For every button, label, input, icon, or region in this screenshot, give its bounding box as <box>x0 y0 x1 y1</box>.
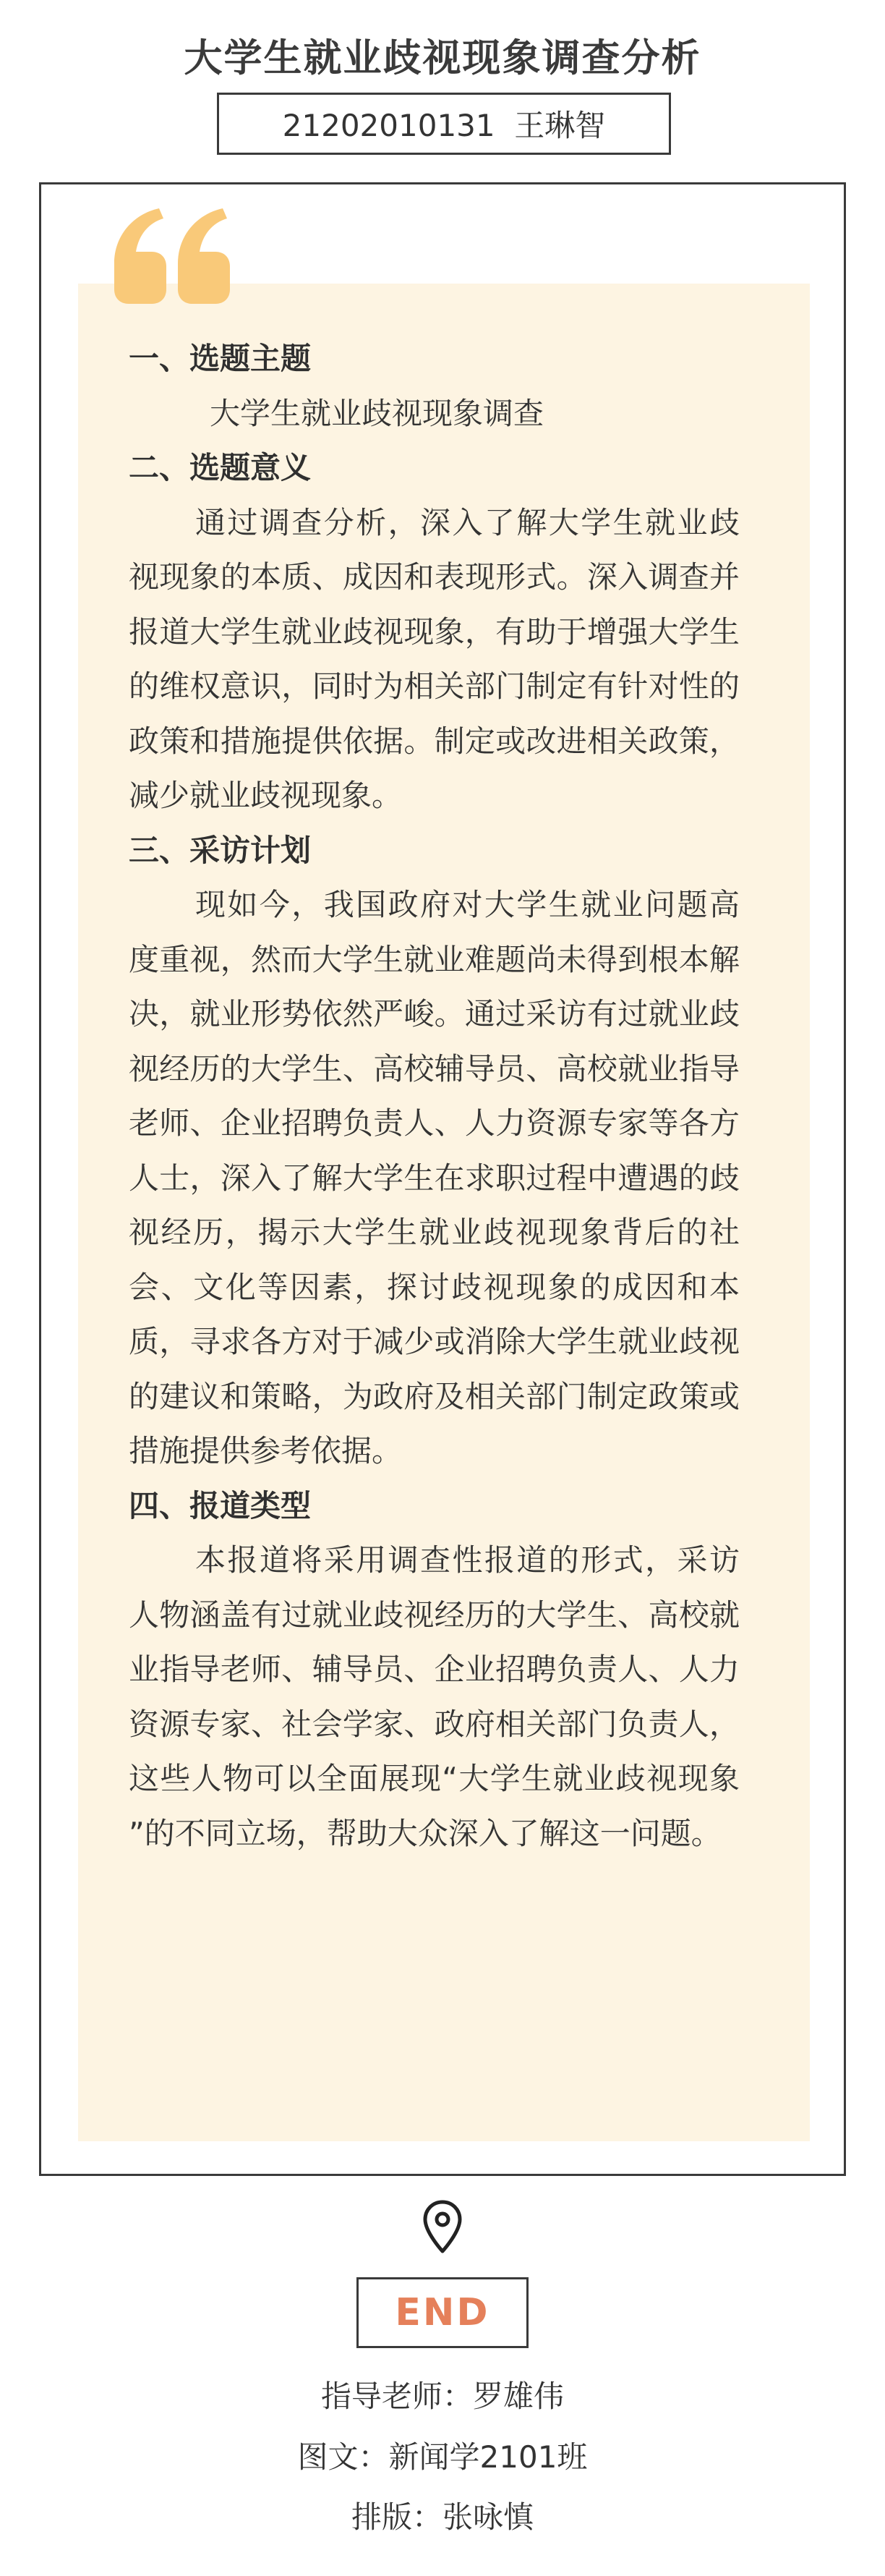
credit-layout: 排版：张咏慎 <box>351 2499 534 2535</box>
section-heading-interview-plan: 三、采访计划 <box>129 832 312 868</box>
section-body-interview-plan: 现如今，我国政府对大学生就业问题高度重视，然而大学生就业难题尚未得到根本解决，就业形势依然严峻。通过采访有过就业歧视经历的大学生、高校辅导员、高校就业指导老师、企业招聘负责人、人力资源专家等各方人士，深入了解大学生在求职过程中遭遇的歧视经历，揭示大学生就业歧视现象背后的社会、文化等因素，探讨歧视现象的成因和本质，寻求各方对于减少或消除大学生就业歧视的建议和策略，为政府及相关部门制定政策或措施提供参考依据。 <box>129 887 740 1468</box>
end-label: END <box>395 2291 490 2334</box>
section-body-significance: 通过调查分析，深入了解大学生就业歧视现象的本质、成因和表现形式。深入调查并报道大学生就业歧视现象，有助于增强大学生的维权意识，同时为相关部门制定有针对性的政策和措施提供依据。制定或改进相关政策，减少就业歧视现象。 <box>129 504 740 813</box>
page-title: 大学生就业歧视现象调查分析 <box>184 36 701 80</box>
section-body-topic: 大学生就业歧视现象调查 <box>210 395 544 431</box>
credit-writer: 图文：新闻学2101班 <box>297 2439 588 2475</box>
section-heading-report-type: 四、报道类型 <box>129 1487 312 1523</box>
end-badge <box>356 2277 529 2348</box>
quote-icon <box>107 204 230 313</box>
section-heading-topic: 一、选题主题 <box>129 341 312 376</box>
section-heading-significance: 二、选题意义 <box>129 450 312 485</box>
article-body <box>129 331 740 1861</box>
section-body-report-type: 本报道将采用调查性报道的形式，采访人物涵盖有过就业歧视经历的大学生、高校就业指导老师、辅导员、企业招聘负责人、人力资源专家、社会学家、政府相关部门负责人，这些人物可以全面展现“大学生就业歧视现象 ”的不同立场，帮助大众深入了解这一问题。 <box>129 1542 740 1851</box>
location-pin-icon <box>421 2199 464 2256</box>
credit-advisor: 指导老师：罗雄伟 <box>320 2379 564 2414</box>
student-id-box <box>217 93 671 155</box>
student-info: 21202010131 王琳智 <box>282 108 606 143</box>
